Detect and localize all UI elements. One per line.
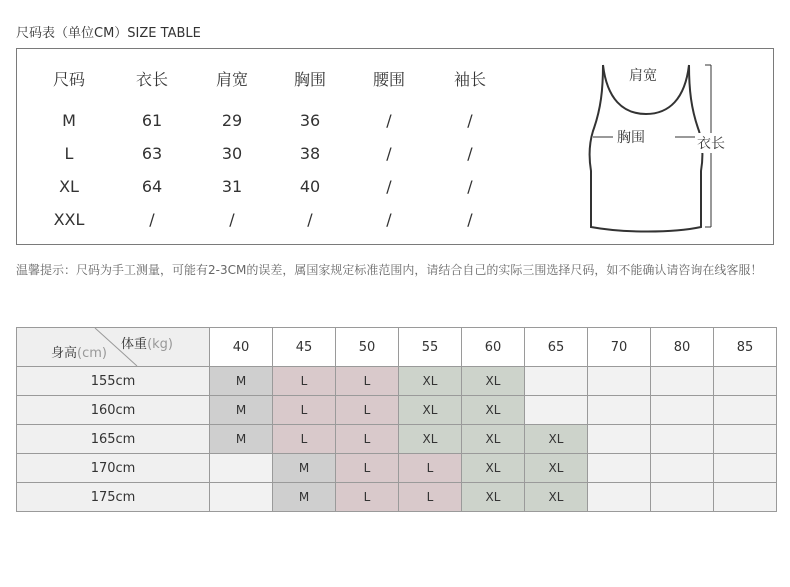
size-header-cell: 肩宽 bbox=[215, 70, 248, 89]
size-cell: 31 bbox=[221, 177, 243, 196]
size-recommendation-cell: L bbox=[336, 454, 399, 483]
corner-cell bbox=[17, 328, 210, 367]
size-cell: 61 bbox=[141, 111, 163, 130]
size-recommendation-cell: L bbox=[399, 483, 462, 512]
height-unit: (cm) bbox=[77, 346, 107, 361]
size-header-cell: 腰围 bbox=[372, 70, 405, 89]
size-cell: 40 bbox=[299, 177, 321, 196]
size-cell: 38 bbox=[299, 144, 321, 163]
size-cell: L bbox=[64, 144, 74, 163]
size-recommendation-cell: XL bbox=[462, 483, 525, 512]
size-recommendation-cell: L bbox=[273, 367, 336, 396]
height-cell: 170cm bbox=[17, 454, 210, 483]
height-cell: 155cm bbox=[17, 367, 210, 396]
table-row bbox=[17, 396, 777, 425]
size-header-cell: 衣长 bbox=[135, 70, 168, 89]
weight-header-cell: 70 bbox=[588, 328, 651, 367]
height-cell: 175cm bbox=[17, 483, 210, 512]
size-recommendation-cell bbox=[588, 454, 651, 483]
size-cell: 30 bbox=[221, 144, 243, 163]
size-header-cell: 胸围 bbox=[293, 70, 326, 89]
weight-header-cell: 40 bbox=[210, 328, 273, 367]
size-recommendation-cell bbox=[651, 454, 714, 483]
size-recommendation-cell bbox=[588, 425, 651, 454]
size-cell: XXL bbox=[53, 210, 85, 229]
size-recommendation-cell: M bbox=[273, 454, 336, 483]
weight-unit: (kg) bbox=[147, 337, 173, 352]
tip-text: 温馨提示：尺码为手工测量，可能有2-3CM的误差，属国家规定标准范围内，请结合自己的实际三围选择尺码，如不能确认请咨询在线客服！ bbox=[16, 263, 763, 277]
size-recommendation-cell: XL bbox=[462, 454, 525, 483]
size-header-cell: 尺码 bbox=[52, 70, 85, 89]
size-recommendation-cell bbox=[210, 483, 273, 512]
size-recommendation-cell: XL bbox=[525, 454, 588, 483]
page-title: 尺码表（单位CM）SIZE TABLE bbox=[16, 26, 201, 41]
size-recommendation-cell bbox=[714, 425, 777, 454]
size-recommendation-cell bbox=[714, 396, 777, 425]
size-recommendation-cell bbox=[714, 367, 777, 396]
tank-top-diagram bbox=[583, 59, 733, 239]
weight-header-cell: 55 bbox=[399, 328, 462, 367]
size-cell: M bbox=[62, 111, 76, 130]
size-recommendation-cell bbox=[210, 454, 273, 483]
size-recommendation-cell bbox=[714, 454, 777, 483]
length-label: 衣长 bbox=[695, 133, 727, 153]
size-recommendation-cell: M bbox=[210, 367, 273, 396]
size-cell: / bbox=[467, 144, 473, 163]
size-recommendation-cell: M bbox=[273, 483, 336, 512]
weight-header-cell: 65 bbox=[525, 328, 588, 367]
size-recommendation-cell bbox=[651, 483, 714, 512]
size-cell: / bbox=[386, 210, 392, 229]
weight-label-group bbox=[121, 333, 173, 352]
size-recommendation-cell bbox=[588, 483, 651, 512]
table-row bbox=[17, 367, 777, 396]
size-recommendation-cell: M bbox=[210, 425, 273, 454]
size-recommendation-cell: L bbox=[336, 367, 399, 396]
size-cell: 36 bbox=[299, 111, 321, 130]
size-recommendation-cell: L bbox=[273, 425, 336, 454]
size-recommendation-cell: XL bbox=[462, 396, 525, 425]
size-recommendation-cell: XL bbox=[462, 425, 525, 454]
size-cell: / bbox=[307, 210, 313, 229]
size-recommendation-cell bbox=[525, 367, 588, 396]
size-recommendation-cell bbox=[651, 367, 714, 396]
size-recommendation-cell bbox=[525, 396, 588, 425]
size-recommendation-cell: XL bbox=[399, 367, 462, 396]
size-recommendation-cell bbox=[714, 483, 777, 512]
size-cell: / bbox=[229, 210, 235, 229]
size-recommendation-cell: L bbox=[336, 483, 399, 512]
weight-label: 体重 bbox=[121, 337, 148, 352]
size-cell: / bbox=[386, 111, 392, 130]
height-cell: 160cm bbox=[17, 396, 210, 425]
weight-header-cell: 60 bbox=[462, 328, 525, 367]
height-cell: 165cm bbox=[17, 425, 210, 454]
size-recommendation-cell: M bbox=[210, 396, 273, 425]
size-recommendation-cell: L bbox=[273, 396, 336, 425]
size-cell: 63 bbox=[141, 144, 163, 163]
shoulder-label: 肩宽 bbox=[629, 68, 657, 84]
size-cell: / bbox=[149, 210, 155, 229]
size-recommendation-cell: XL bbox=[399, 396, 462, 425]
size-table-box bbox=[16, 48, 774, 245]
chest-label: 胸围 bbox=[615, 127, 647, 147]
diagonal-divider bbox=[17, 328, 208, 366]
size-recommendation-cell: L bbox=[399, 454, 462, 483]
size-cell: XL bbox=[59, 177, 79, 196]
size-cell: 64 bbox=[141, 177, 163, 196]
height-label-group bbox=[51, 342, 107, 361]
table-row bbox=[17, 425, 777, 454]
table-row bbox=[17, 454, 777, 483]
size-cell: / bbox=[386, 177, 392, 196]
weight-header-cell: 45 bbox=[273, 328, 336, 367]
size-recommendation-cell: L bbox=[336, 425, 399, 454]
size-recommendation-cell bbox=[651, 425, 714, 454]
size-cell: / bbox=[467, 177, 473, 196]
size-recommendation-cell: XL bbox=[462, 367, 525, 396]
weight-header-cell: 85 bbox=[714, 328, 777, 367]
table-header-row bbox=[17, 328, 777, 367]
size-cell: / bbox=[467, 210, 473, 229]
size-cell: / bbox=[386, 144, 392, 163]
size-recommendation-cell: XL bbox=[525, 425, 588, 454]
size-recommendation-cell bbox=[588, 396, 651, 425]
weight-height-table bbox=[16, 327, 777, 512]
size-recommendation-cell: L bbox=[336, 396, 399, 425]
size-header-cell: 袖长 bbox=[453, 70, 486, 89]
size-recommendation-cell: XL bbox=[399, 425, 462, 454]
table-row bbox=[17, 483, 777, 512]
size-recommendation-cell bbox=[651, 396, 714, 425]
weight-header-cell: 80 bbox=[651, 328, 714, 367]
size-recommendation-cell: XL bbox=[525, 483, 588, 512]
height-label: 身高 bbox=[51, 346, 78, 361]
weight-header-cell: 50 bbox=[336, 328, 399, 367]
size-cell: 29 bbox=[221, 111, 243, 130]
size-recommendation-cell bbox=[588, 367, 651, 396]
size-cell: / bbox=[467, 111, 473, 130]
